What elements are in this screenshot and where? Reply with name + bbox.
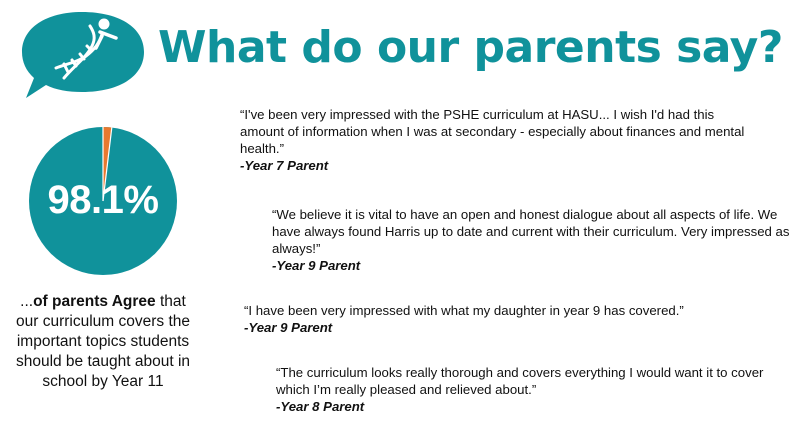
quote-text: “We believe it is vital to have an open and honest dialogue about all aspects of life. We have always found Harris up to date and current with their curriculum. Very impressed as always!” [272, 207, 790, 256]
quote-text: “The curriculum looks really thorough and covers everything I would want it to cover which I’m really pleased and relieved about.” [276, 365, 764, 397]
agree-percent-label: 98.1% [47, 178, 159, 222]
quote-author: -Year 8 Parent [276, 399, 365, 414]
parent-quote [272, 206, 794, 274]
parent-quote [276, 364, 776, 415]
quote-author: -Year 9 Parent [244, 320, 333, 335]
quote-author: -Year 9 Parent [272, 258, 361, 273]
quote-text: “I have been very impressed with what my daughter in year 9 has covered.” [244, 303, 684, 318]
stat-caption-prefix: ... [20, 293, 34, 310]
dna-figure-speech-bubble-icon [20, 8, 150, 102]
quote-author: -Year 7 Parent [240, 158, 329, 173]
parent-quote [244, 302, 784, 336]
stat-caption-bold: of parents Agree [33, 293, 156, 310]
quote-text: “I've been very impressed with the PSHE curriculum at HASU... I wish I'd had this amount of information when I was at secondary - especially about finances and mental health.” [240, 107, 745, 156]
stat-caption-rest: that our curriculum covers the important topics students should be taught about in school by Year 11 [15, 293, 191, 390]
page-title: What do our parents say? [158, 22, 783, 73]
parent-quote [240, 106, 760, 174]
stat-caption [8, 292, 198, 392]
